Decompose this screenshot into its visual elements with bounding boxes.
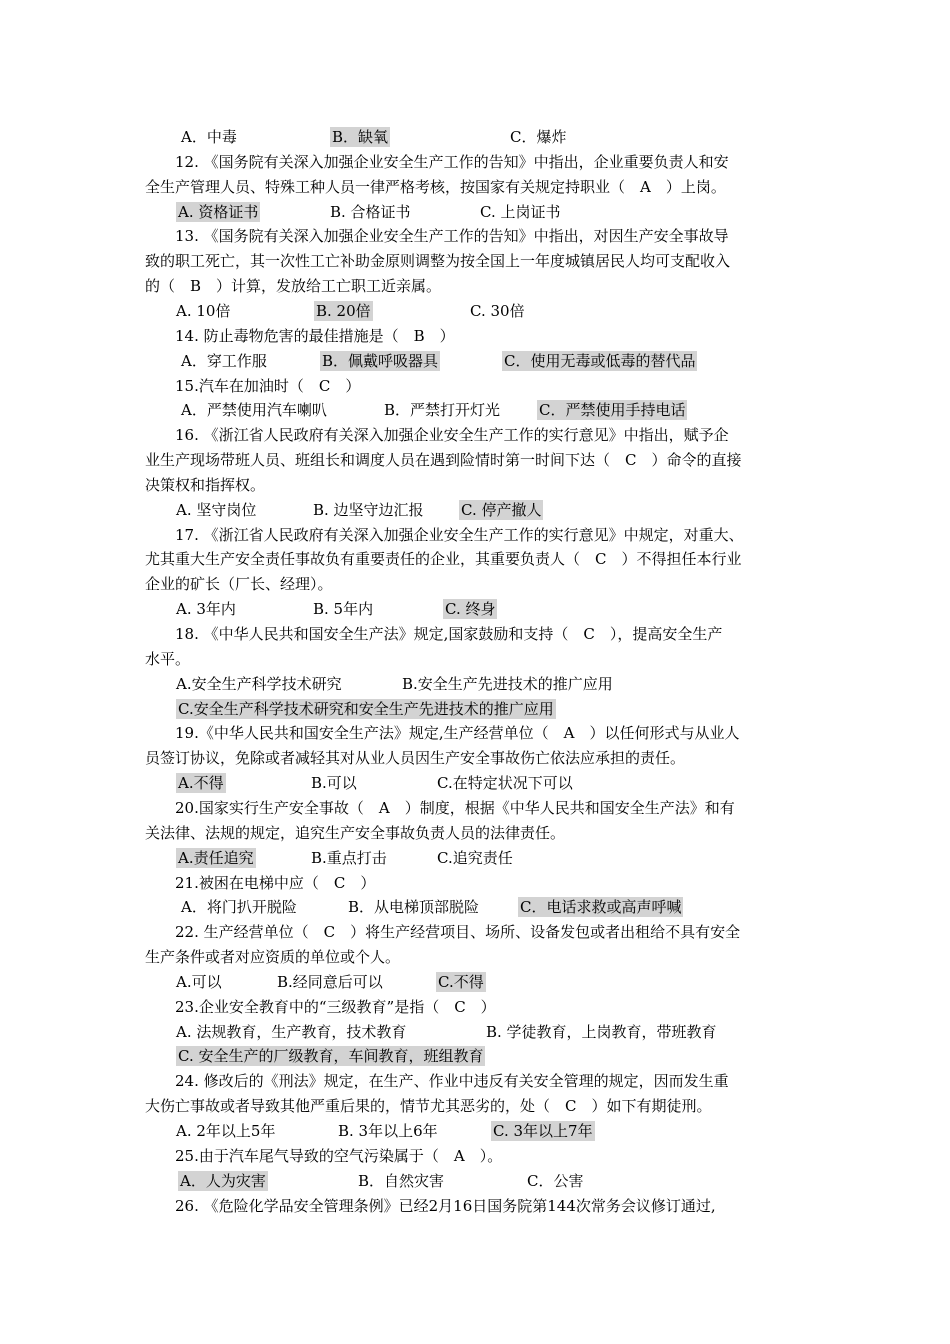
answer-option: B.重点打击 xyxy=(311,849,387,867)
answer-option: B. 学徒教育，上岗教育，带班教育 xyxy=(486,1023,717,1041)
question-text: 20.国家实行生产安全事故（ A ）制度，根据《中华人民共和国安全生产法》和有 xyxy=(175,799,735,817)
question-text-continued: 生产条件或者对应资质的单位或个人。 xyxy=(145,948,401,966)
question-text-continued: 关法律、法规的规定，追究生产安全事故负责人员的法律责任。 xyxy=(145,824,566,842)
answer-option-highlighted: C. 3年以上7年 xyxy=(493,1122,593,1140)
question-text-continued: 水平。 xyxy=(145,650,191,668)
question-text: 21.被困在电梯中应（ C ） xyxy=(175,874,376,892)
question-text: 12. 《国务院有关深入加强企业安全生产工作的告知》中指出，企业重要负责人和安 xyxy=(175,153,729,171)
question-text-continued: 尤其重大生产安全责任事故负有重要责任的企业，其重要负责人（ C ）不得担任本行业 xyxy=(145,550,742,568)
answer-option: B. 5年内 xyxy=(313,600,374,618)
answer-option-highlighted: A. 资格证书 xyxy=(178,203,259,221)
question-text: 25.由于汽车尾气导致的空气污染属于（ A ）。 xyxy=(175,1147,503,1165)
answer-option: C．爆炸 xyxy=(510,128,567,146)
answer-option-highlighted: C．使用无毒或低毒的替代品 xyxy=(504,352,696,370)
answer-option: A．穿工作服 xyxy=(181,352,267,370)
question-text-continued: 决策权和指挥权。 xyxy=(145,476,266,494)
answer-option-highlighted: C.不得 xyxy=(438,973,484,991)
question-text: 18. 《中华人民共和国安全生产法》规定,国家鼓励和支持（ C ），提高安全生产 xyxy=(175,625,723,643)
answer-option: A．严禁使用汽车喇叭 xyxy=(181,401,327,419)
answer-option: A. 10倍 xyxy=(176,302,231,320)
question-text-continued: 致的职工死亡，其一次性工亡补助金原则调整为按全国上一年度城镇居民人均可支配收入 xyxy=(145,252,731,270)
question-text: 16. 《浙江省人民政府有关深入加强企业安全生产工作的实行意见》中指出，赋予企 xyxy=(175,426,729,444)
answer-option-highlighted: A.责任追究 xyxy=(178,849,254,867)
answer-option: A.安全生产科学技术研究 xyxy=(176,675,342,693)
answer-option: A. 3年内 xyxy=(176,600,236,618)
answer-option-highlighted: C. 安全生产的厂级教育，车间教育，班组教育 xyxy=(178,1047,484,1065)
question-text: 23.企业安全教育中的“三级教育”是指（ C ） xyxy=(175,998,496,1016)
answer-option: C．公害 xyxy=(527,1172,584,1190)
question-text: 14. 防止毒物危害的最佳措施是（ B ） xyxy=(175,327,455,345)
question-text-continued: 的（ B ）计算，发放给工亡职工近亲属。 xyxy=(145,277,442,295)
question-text: 13. 《国务院有关深入加强企业安全生产工作的告知》中指出，对因生产安全事故导 xyxy=(175,227,729,245)
answer-option: B.安全生产先进技术的推广应用 xyxy=(402,675,613,693)
answer-option: A.可以 xyxy=(176,973,222,991)
answer-option: B.经同意后可以 xyxy=(277,973,383,991)
question-text: 19.《中华人民共和国安全生产法》规定,生产经营单位（ A ）以任何形式与从业人 xyxy=(175,724,740,742)
question-text-continued: 业生产现场带班人员、班组长和调度人员在遇到险情时第一时间下达（ C ）命令的直接 xyxy=(145,451,742,469)
answer-option: B．严禁打开灯光 xyxy=(384,401,501,419)
answer-option: C. 30倍 xyxy=(470,302,525,320)
question-text-continued: 员签订协议，免除或者减轻其对从业人员因生产安全事故伤亡依法应承担的责任。 xyxy=(145,749,686,767)
question-text: 15.汽车在加油时（ C ） xyxy=(175,377,361,395)
answer-option-highlighted: B. 20倍 xyxy=(316,302,371,320)
answer-option: B．自然灾害 xyxy=(358,1172,445,1190)
question-text-continued: 全生产管理人员、特殊工种人员一律严格考核，按国家有关规定持职业（ A ）上岗。 xyxy=(145,178,726,196)
answer-option: A. 法规教育，生产教育，技术教育 xyxy=(176,1023,407,1041)
question-text: 24. 修改后的《刑法》规定，在生产、作业中违反有关安全管理的规定，因而发生重 xyxy=(175,1072,729,1090)
question-text-continued: 大伤亡事故或者导致其他严重后果的，情节尤其恶劣的，处（ C ）如下有期徒刑。 xyxy=(145,1097,712,1115)
answer-option-highlighted: C．严禁使用手持电话 xyxy=(539,401,686,419)
answer-option: A. 2年以上5年 xyxy=(176,1122,276,1140)
answer-option-highlighted: A.不得 xyxy=(178,774,224,792)
answer-option-highlighted: C. 终身 xyxy=(445,600,496,618)
answer-option: C. 上岗证书 xyxy=(480,203,561,221)
answer-option-highlighted: C．电话求救或高声呼喊 xyxy=(520,898,682,916)
answer-option: B. 3年以上6年 xyxy=(338,1122,438,1140)
question-text: 17. 《浙江省人民政府有关深入加强企业安全生产工作的实行意见》中规定，对重大、 xyxy=(175,526,744,544)
answer-option-highlighted: C. 停产撤人 xyxy=(461,501,542,519)
answer-option: A. 坚守岗位 xyxy=(176,501,257,519)
question-text: 26. 《危险化学品安全管理条例》已经2月16日国务院第144次常务会议修订通过, xyxy=(175,1197,716,1215)
answer-option: B．从电梯顶部脱险 xyxy=(348,898,480,916)
question-text-continued: 企业的矿长（厂长、经理）。 xyxy=(145,575,333,593)
answer-option: B. 边坚守边汇报 xyxy=(313,501,424,519)
answer-option: B. 合格证书 xyxy=(330,203,411,221)
answer-option-highlighted: C.安全生产科学技术研究和安全生产先进技术的推广应用 xyxy=(178,700,554,718)
answer-option-highlighted: A．人为灾害 xyxy=(180,1172,266,1190)
answer-option: B.可以 xyxy=(311,774,357,792)
answer-option: C.追究责任 xyxy=(437,849,513,867)
answer-option-highlighted: B．缺氧 xyxy=(332,128,389,146)
answer-option: A．中毒 xyxy=(181,128,237,146)
answer-option: A．将门扒开脱险 xyxy=(181,898,297,916)
answer-option: C.在特定状况下可以 xyxy=(437,774,573,792)
answer-option-highlighted: B．佩戴呼吸器具 xyxy=(322,352,439,370)
question-text: 22. 生产经营单位（ C ）将生产经营项目、场所、设备发包或者出租给不具有安全 xyxy=(175,923,741,941)
